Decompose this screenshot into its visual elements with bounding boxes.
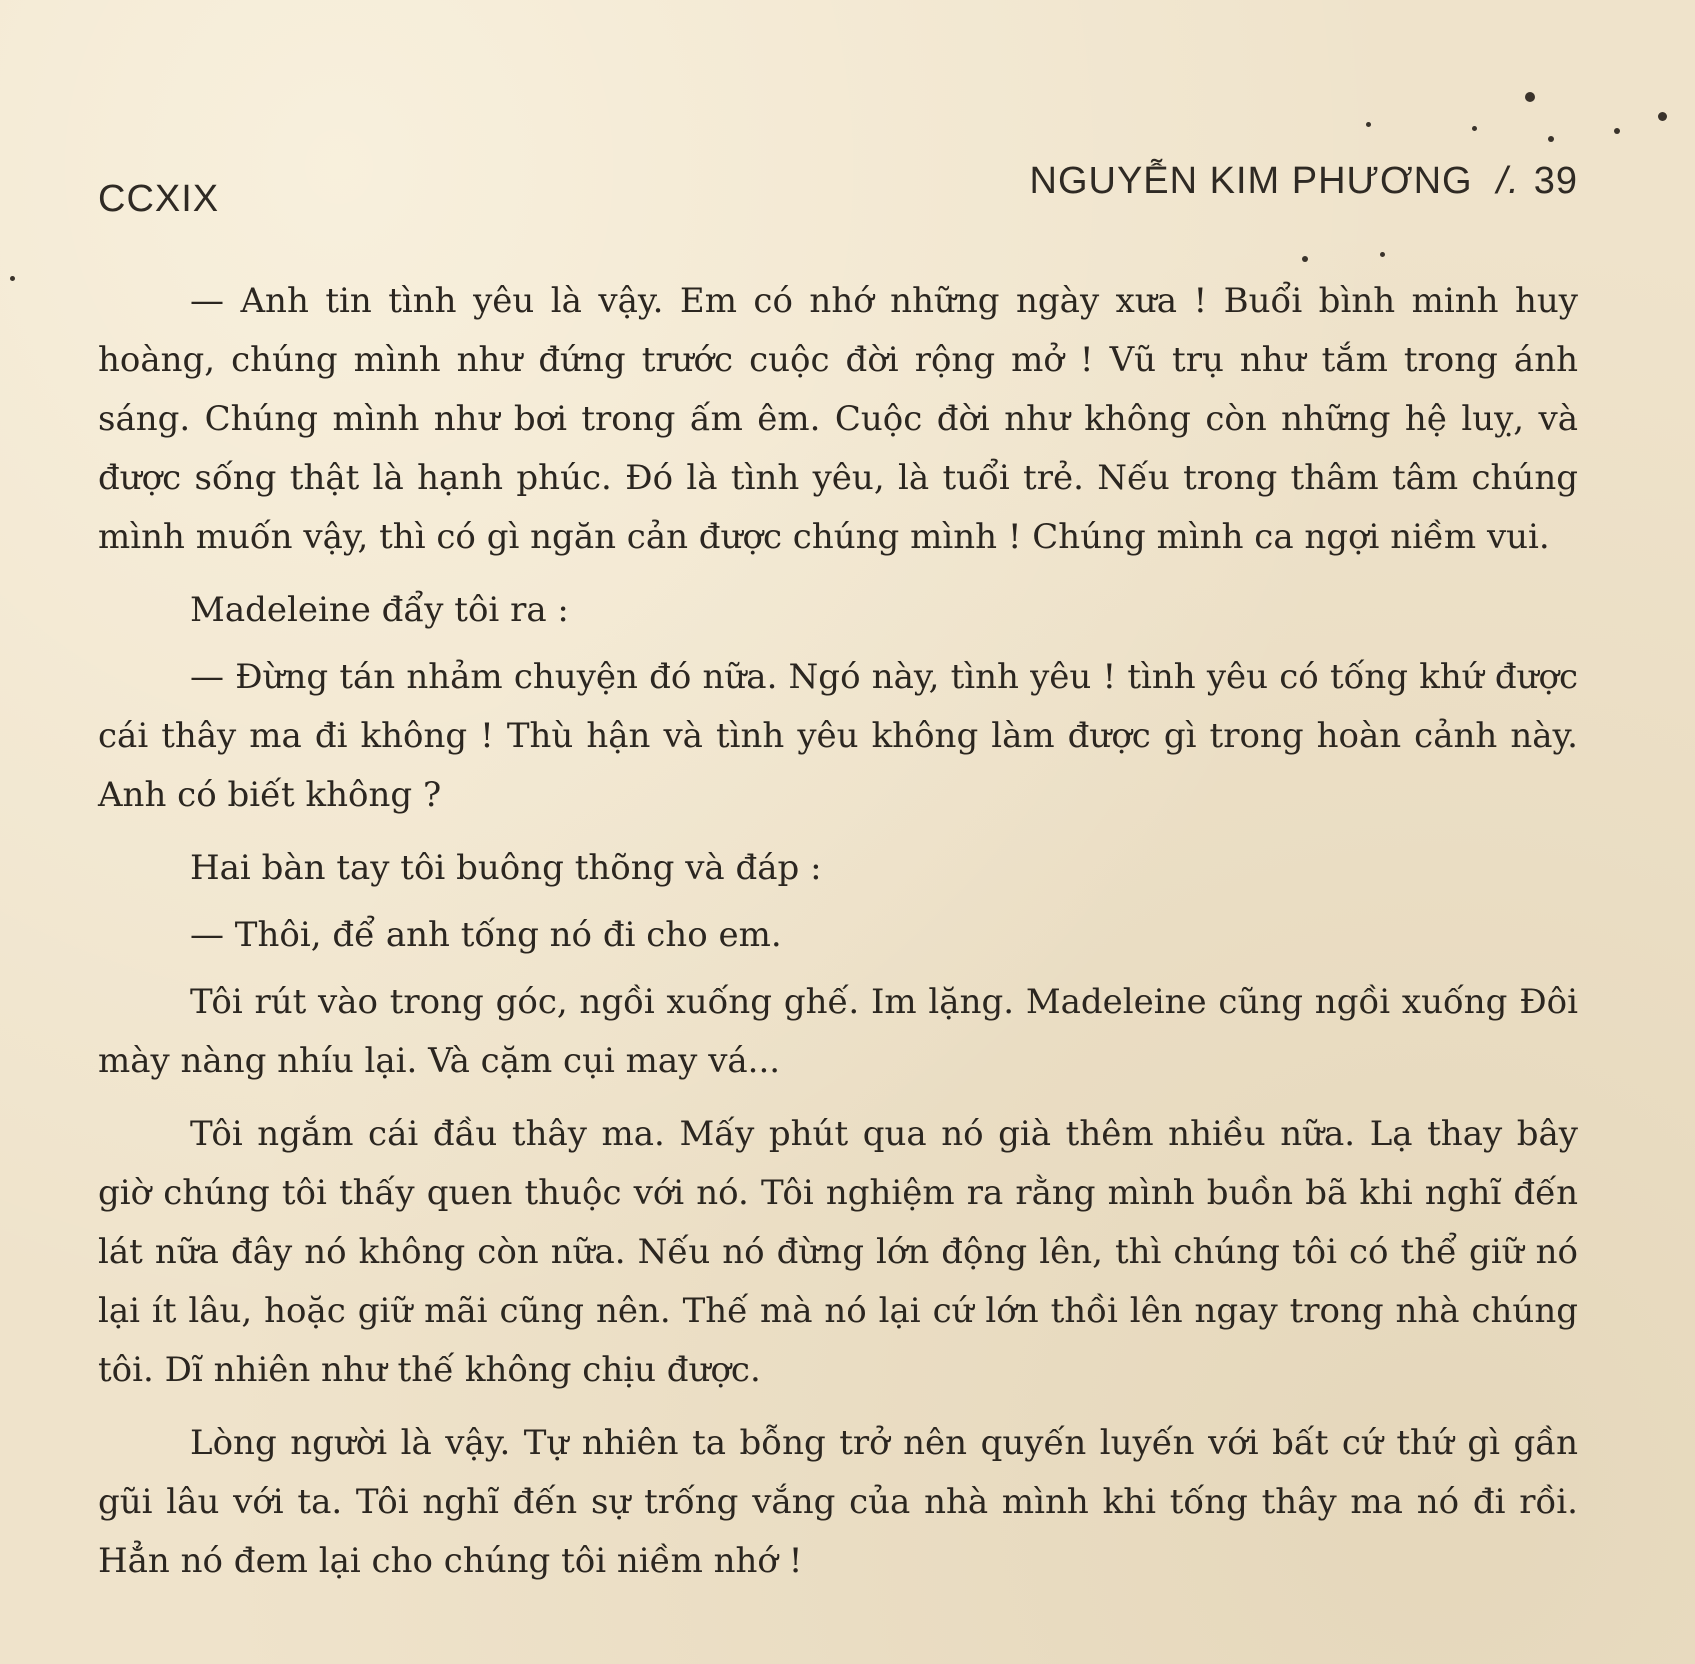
- author-page-heading: [1030, 160, 1578, 203]
- ink-speck: [10, 276, 15, 281]
- ink-speck: [1548, 136, 1554, 142]
- page-number: 39: [1533, 160, 1578, 202]
- header-separator: /.: [1496, 160, 1520, 202]
- paragraph-6: Tôi rút vào trong góc, ngồi xuống ghế. Im lặng. Madeleine cũng ngồi xuống Đôi mày nàng nhíu lại. Và cặm cụi may vá...: [98, 982, 1578, 1081]
- paragraph-1: — Anh tin tình yêu là vậy. Em có nhớ những ngày xưa ! Buổi bình minh huy hoàng, chúng mình như đứng trước cuộc đời rộng mở ! Vũ trụ như tắm trong ánh sáng. Chúng mình như bơi trong ấm êm. Cuộc đời như không còn những hệ luỵ, và được sống thật là hạnh phúc. Đó là tình yêu, là tuổi trẻ. Nếu trong thâm tâm chúng mình muốn vậy, thì có gì ngăn cản được chúng mình ! Chúng mình ca ngợi niềm vui.: [98, 281, 1578, 557]
- paragraph-7: Tôi ngắm cái đầu thây ma. Mấy phút qua nó già thêm nhiều nữa. Lạ thay bây giờ chúng tôi thấy quen thuộc với nó. Tôi nghiệm ra rằng mình buồn bã khi nghĩ đến lát nữa đây nó không còn nữa. Nếu nó đừng lớn động lên, thì chúng tôi có thể giữ nó lại ít lâu, hoặc giữ mãi cũng nên. Thế mà nó lại cứ lớn thồi lên ngay trong nhà chúng tôi. Dĩ nhiên như thế không chịu được.: [98, 1114, 1578, 1390]
- paragraph-8: Lòng người là vậy. Tự nhiên ta bỗng trở nên quyến luyến với bất cứ thứ gì gần gũi lâu với ta. Tôi nghĩ đến sự trống vắng của nhà mình khi tống thây ma nó đi rồi. Hẳn nó đem lại cho chúng tôi niềm nhớ !: [98, 1423, 1578, 1581]
- ink-speck: [1658, 112, 1667, 121]
- ink-speck: [1366, 122, 1371, 127]
- paragraph-3: — Đừng tán nhảm chuyện đó nữa. Ngó này, tình yêu ! tình yêu có tống khứ được cái thây ma đi không ! Thù hận và tình yêu không làm được gì trong hoàn cảnh này. Anh có biết không ?: [98, 657, 1578, 815]
- ink-speck: [1614, 128, 1620, 134]
- ink-speck: [1525, 92, 1535, 102]
- ink-speck: [1380, 252, 1385, 257]
- ink-speck: [1472, 126, 1477, 131]
- author-name: NGUYỄN KIM PHƯƠNG: [1029, 160, 1473, 202]
- chapter-number: CCXIX: [98, 178, 220, 220]
- running-header: [98, 160, 1578, 220]
- paragraph-5: — Thôi, để anh tống nó đi cho em.: [190, 915, 782, 955]
- ink-speck: [1302, 256, 1308, 262]
- body-text: [98, 272, 1578, 1605]
- paragraph-4: Hai bàn tay tôi buông thõng và đáp :: [190, 848, 822, 888]
- paragraph-2: Madeleine đẩy tôi ra :: [190, 590, 569, 630]
